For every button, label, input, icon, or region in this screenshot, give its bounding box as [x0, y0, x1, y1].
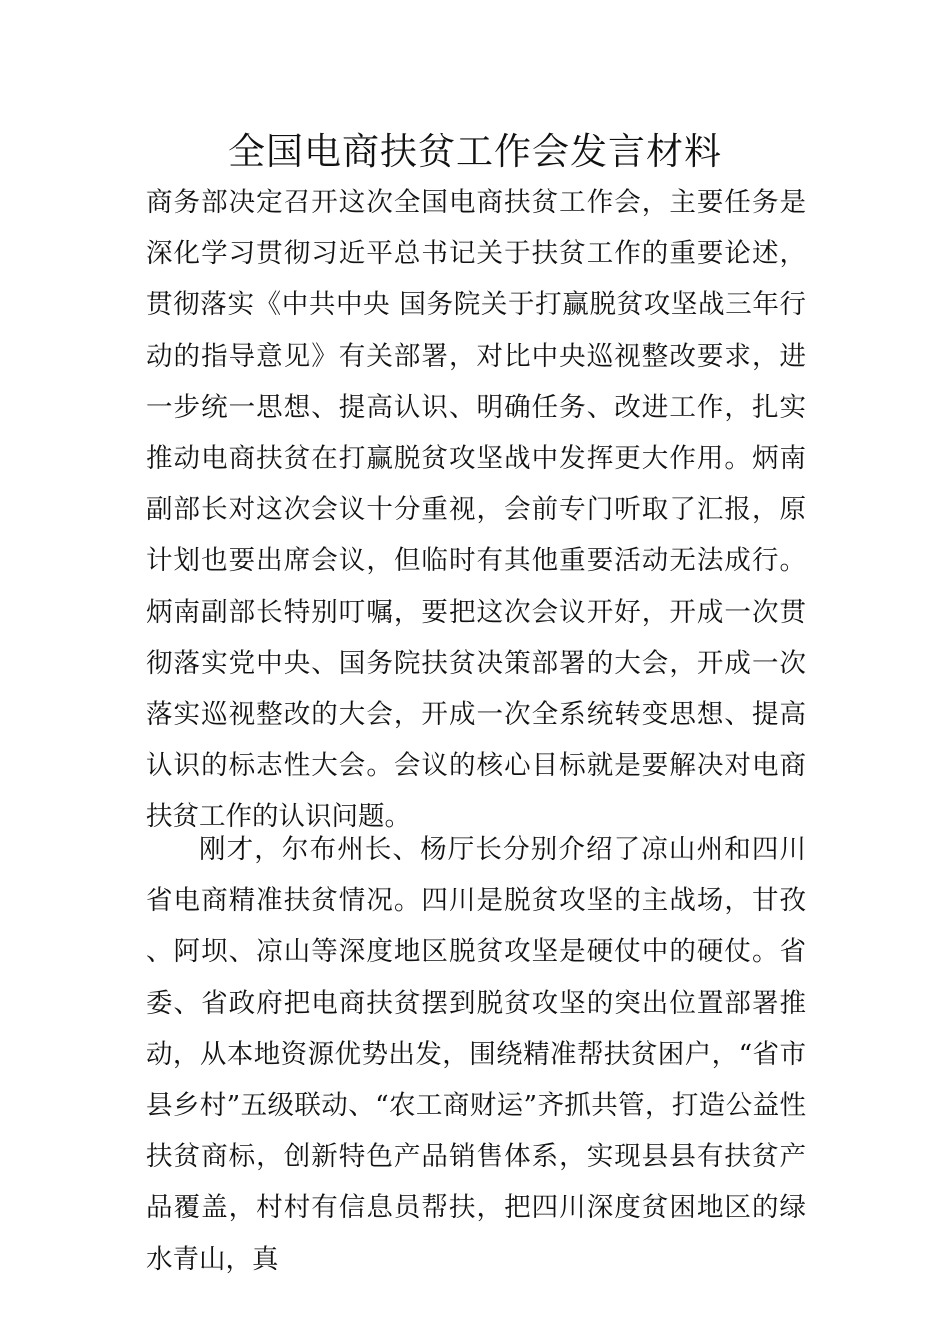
- paragraph-2: 刚才，尔布州长、杨厅长分别介绍了凉山州和四川省电商精准扶贫情况。四川是脱贫攻坚的主战场，甘孜、阿坝、凉山等深度地区脱贫攻坚是硬仗中的硬仗。省委、省政府把电商扶贫摆到脱贫攻坚的突出位置部署推动，从本地资源优势出发，围绕精准帮扶贫困户，“省市县乡村”五级联动、“农工商财运”齐抓共管，打造公益性扶贫商标，创新特色产品销售体系，实现县县有扶贫产品覆盖，村村有信息员帮扶，把四川深度贫困地区的绿水青山，真: [146, 834, 806, 1275]
- paragraph-1: 商务部决定召开这次全国电商扶贫工作会，主要任务是深化学习贯彻习近平总书记关于扶贫工作的重要论述，贯彻落实《中共中央 国务院关于打赢脱贫攻坚战三年行动的指导意见》有关部署，对比中央巡视整改要求，进一步统一思想、提高认识、明确任务、改进工作，扎实推动电商扶贫在打赢脱贫攻坚战中发挥更大作用。炳南副部长对这次会议十分重视，会前专门听取了汇报，原计划也要出席会议，但临时有其他重要活动无法成行。炳南副部长特别叮嘱，要把这次会议开好，开成一次贯彻落实党中央、国务院扶贫决策部署的大会，开成一次落实巡视整改的大会，开成一次全系统转变思想、提高认识的标志性大会。会议的核心目标就是要解决对电商扶贫工作的认识问题。: [146, 187, 806, 833]
- document-title: 全国电商扶贫工作会发言材料: [228, 130, 722, 173]
